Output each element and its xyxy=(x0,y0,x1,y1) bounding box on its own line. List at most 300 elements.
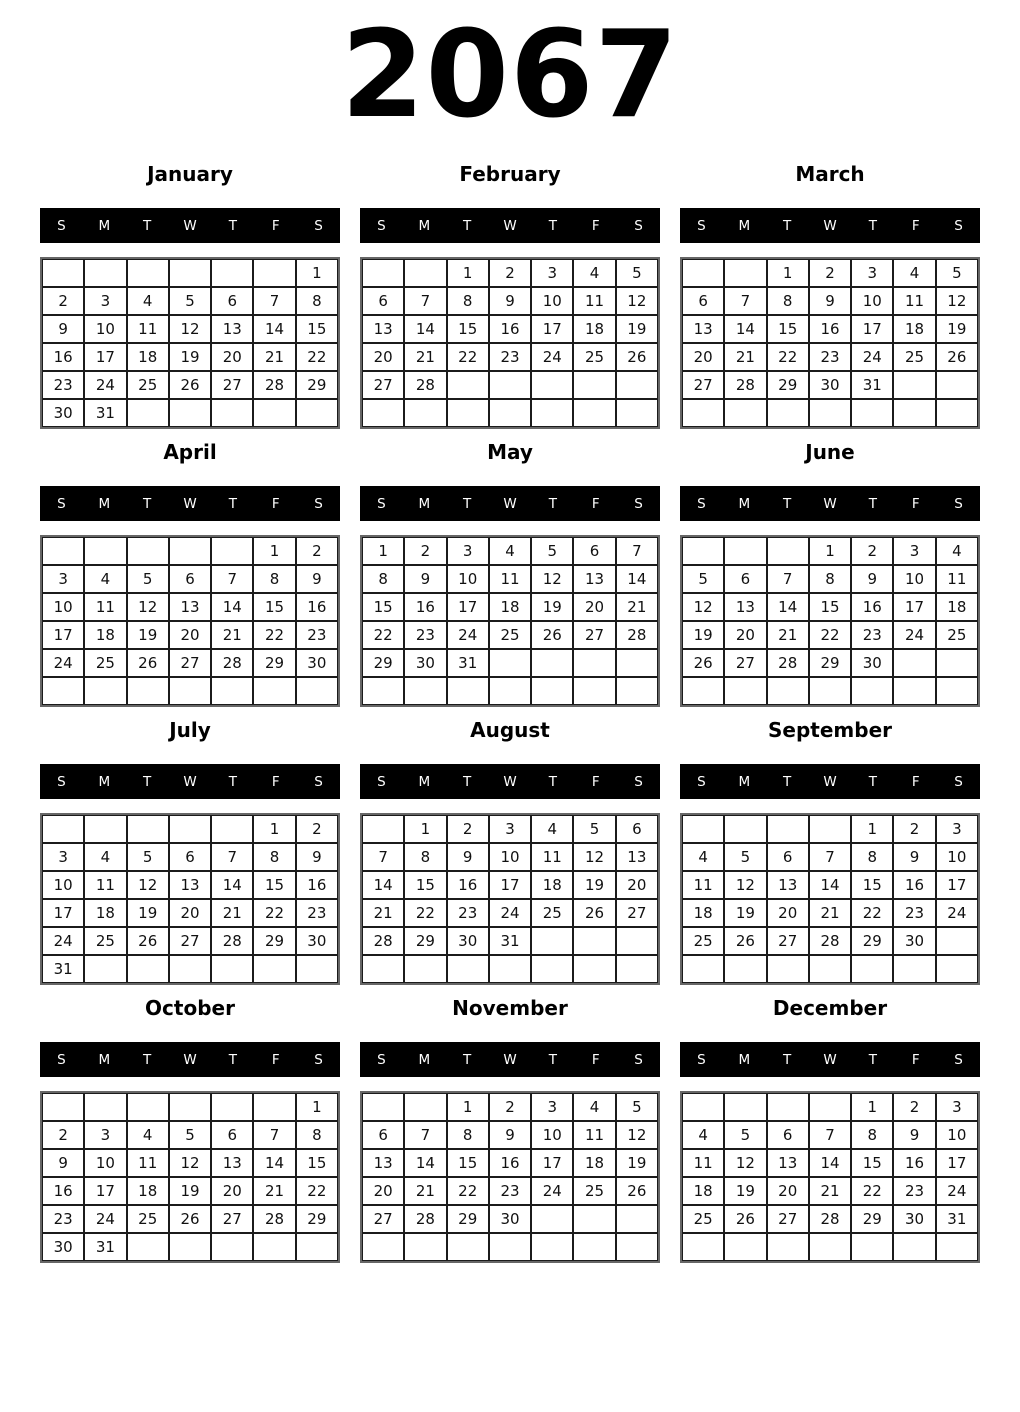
day-cell: 26 xyxy=(724,1205,766,1233)
empty-day-cell xyxy=(362,399,404,427)
weekday-label: W xyxy=(183,773,197,790)
weekday-header-row xyxy=(680,486,980,521)
weekday-label: S xyxy=(57,1051,66,1068)
empty-day-cell xyxy=(573,955,615,983)
day-cell: 26 xyxy=(616,1177,658,1205)
empty-day-cell xyxy=(253,955,295,983)
month-block-february xyxy=(360,162,660,429)
weekday-label: T xyxy=(548,1051,557,1068)
empty-day-cell xyxy=(489,677,531,705)
day-cell: 21 xyxy=(767,621,809,649)
day-cell: 1 xyxy=(296,259,338,287)
day-cell: 11 xyxy=(573,287,615,315)
day-cell: 27 xyxy=(362,1205,404,1233)
day-cell: 14 xyxy=(616,565,658,593)
day-cell: 25 xyxy=(84,927,126,955)
day-cell: 6 xyxy=(573,537,615,565)
day-cell: 20 xyxy=(767,1177,809,1205)
day-cell: 24 xyxy=(531,1177,573,1205)
day-cell: 23 xyxy=(42,1205,84,1233)
weekday-label: M xyxy=(98,773,111,790)
day-cell: 15 xyxy=(253,871,295,899)
day-cell: 18 xyxy=(531,871,573,899)
day-cell: 25 xyxy=(936,621,978,649)
day-cell: 1 xyxy=(362,537,404,565)
empty-day-cell xyxy=(616,399,658,427)
day-cell: 14 xyxy=(809,871,851,899)
day-cell: 29 xyxy=(851,1205,893,1233)
month-title: June xyxy=(805,440,855,464)
weekday-label: F xyxy=(271,217,280,234)
weekday-label: M xyxy=(738,773,751,790)
empty-day-cell xyxy=(404,955,446,983)
day-cell: 22 xyxy=(767,343,809,371)
empty-day-cell xyxy=(211,1233,253,1261)
day-cell: 30 xyxy=(42,1233,84,1261)
empty-day-cell xyxy=(573,1205,615,1233)
empty-day-cell xyxy=(616,927,658,955)
day-cell: 7 xyxy=(253,287,295,315)
month-block-october xyxy=(40,996,340,1263)
empty-day-cell xyxy=(893,399,935,427)
day-cell: 8 xyxy=(767,287,809,315)
weekday-label: W xyxy=(503,1051,517,1068)
day-cell: 24 xyxy=(851,343,893,371)
weekday-label: S xyxy=(314,495,323,512)
day-cell: 4 xyxy=(84,565,126,593)
day-cell: 30 xyxy=(296,927,338,955)
day-cell: 25 xyxy=(489,621,531,649)
empty-day-cell xyxy=(404,1093,446,1121)
day-cell: 9 xyxy=(42,315,84,343)
day-cell: 3 xyxy=(42,565,84,593)
day-cell: 18 xyxy=(936,593,978,621)
empty-day-cell xyxy=(724,1093,766,1121)
empty-day-cell xyxy=(809,677,851,705)
day-cell: 17 xyxy=(531,1149,573,1177)
empty-day-cell xyxy=(169,1233,211,1261)
day-cell: 8 xyxy=(296,287,338,315)
weekday-header-row xyxy=(360,486,660,521)
empty-day-cell xyxy=(362,677,404,705)
day-cell: 27 xyxy=(767,1205,809,1233)
month-days-grid xyxy=(360,1091,660,1263)
day-cell: 24 xyxy=(84,371,126,399)
day-cell: 3 xyxy=(851,259,893,287)
day-cell: 1 xyxy=(767,259,809,287)
day-cell: 3 xyxy=(447,537,489,565)
day-cell: 3 xyxy=(42,843,84,871)
weekday-label: S xyxy=(377,1051,386,1068)
empty-day-cell xyxy=(127,955,169,983)
month-block-march xyxy=(680,162,980,429)
empty-day-cell xyxy=(531,371,573,399)
empty-day-cell xyxy=(893,649,935,677)
empty-day-cell xyxy=(362,1233,404,1261)
empty-day-cell xyxy=(767,955,809,983)
day-cell: 19 xyxy=(169,1177,211,1205)
day-cell: 27 xyxy=(616,899,658,927)
empty-day-cell xyxy=(84,677,126,705)
day-cell: 11 xyxy=(84,593,126,621)
day-cell: 14 xyxy=(404,315,446,343)
day-cell: 29 xyxy=(851,927,893,955)
day-cell: 13 xyxy=(573,565,615,593)
day-cell: 26 xyxy=(724,927,766,955)
day-cell: 1 xyxy=(447,1093,489,1121)
day-cell: 17 xyxy=(893,593,935,621)
empty-day-cell xyxy=(573,1233,615,1261)
day-cell: 7 xyxy=(211,843,253,871)
day-cell: 12 xyxy=(616,287,658,315)
empty-day-cell xyxy=(447,399,489,427)
day-cell: 24 xyxy=(447,621,489,649)
empty-day-cell xyxy=(447,955,489,983)
day-cell: 26 xyxy=(936,343,978,371)
empty-day-cell xyxy=(809,1093,851,1121)
day-cell: 16 xyxy=(42,1177,84,1205)
empty-day-cell xyxy=(809,1233,851,1261)
month-days-grid xyxy=(40,813,340,985)
weekday-label: S xyxy=(954,1051,963,1068)
day-cell: 13 xyxy=(211,1149,253,1177)
month-days-grid xyxy=(680,813,980,985)
day-cell: 16 xyxy=(296,593,338,621)
empty-day-cell xyxy=(211,677,253,705)
weekday-label: T xyxy=(143,495,152,512)
empty-day-cell xyxy=(211,537,253,565)
day-cell: 20 xyxy=(211,343,253,371)
empty-day-cell xyxy=(404,399,446,427)
day-cell: 9 xyxy=(489,287,531,315)
empty-day-cell xyxy=(296,677,338,705)
day-cell: 30 xyxy=(489,1205,531,1233)
day-cell: 26 xyxy=(169,371,211,399)
day-cell: 3 xyxy=(489,815,531,843)
day-cell: 10 xyxy=(447,565,489,593)
empty-day-cell xyxy=(851,1233,893,1261)
day-cell: 5 xyxy=(682,565,724,593)
day-cell: 5 xyxy=(169,1121,211,1149)
weekday-label: T xyxy=(783,1051,792,1068)
weekday-header-row xyxy=(360,208,660,243)
day-cell: 24 xyxy=(489,899,531,927)
weekday-label: W xyxy=(503,495,517,512)
day-cell: 28 xyxy=(809,927,851,955)
day-cell: 6 xyxy=(211,1121,253,1149)
day-cell: 1 xyxy=(296,1093,338,1121)
day-cell: 10 xyxy=(84,315,126,343)
weekday-label: S xyxy=(314,1051,323,1068)
day-cell: 13 xyxy=(616,843,658,871)
empty-day-cell xyxy=(531,1233,573,1261)
day-cell: 2 xyxy=(296,815,338,843)
day-cell: 2 xyxy=(809,259,851,287)
weekday-header-row xyxy=(360,764,660,799)
empty-day-cell xyxy=(169,1093,211,1121)
weekday-label: S xyxy=(377,495,386,512)
day-cell: 16 xyxy=(42,343,84,371)
weekday-label: F xyxy=(591,773,600,790)
day-cell: 2 xyxy=(489,259,531,287)
day-cell: 28 xyxy=(253,1205,295,1233)
empty-day-cell xyxy=(362,259,404,287)
empty-day-cell xyxy=(362,1093,404,1121)
empty-day-cell xyxy=(404,259,446,287)
empty-day-cell xyxy=(573,371,615,399)
day-cell: 31 xyxy=(851,371,893,399)
day-cell: 22 xyxy=(253,621,295,649)
empty-day-cell xyxy=(936,927,978,955)
weekday-label: F xyxy=(591,217,600,234)
empty-day-cell xyxy=(724,1233,766,1261)
day-cell: 5 xyxy=(724,1121,766,1149)
empty-day-cell xyxy=(296,1233,338,1261)
day-cell: 23 xyxy=(893,1177,935,1205)
day-cell: 14 xyxy=(253,1149,295,1177)
empty-day-cell xyxy=(851,399,893,427)
weekday-label: F xyxy=(591,495,600,512)
months-grid xyxy=(0,162,1020,1263)
day-cell: 4 xyxy=(573,259,615,287)
day-cell: 16 xyxy=(447,871,489,899)
empty-day-cell xyxy=(127,815,169,843)
empty-day-cell xyxy=(447,677,489,705)
day-cell: 3 xyxy=(84,1121,126,1149)
empty-day-cell xyxy=(169,955,211,983)
day-cell: 6 xyxy=(169,843,211,871)
day-cell: 23 xyxy=(893,899,935,927)
weekday-label: W xyxy=(503,773,517,790)
day-cell: 29 xyxy=(296,1205,338,1233)
weekday-label: T xyxy=(228,773,237,790)
weekday-label: S xyxy=(954,495,963,512)
day-cell: 5 xyxy=(616,1093,658,1121)
weekday-label: M xyxy=(418,217,431,234)
empty-day-cell xyxy=(809,955,851,983)
day-cell: 28 xyxy=(211,927,253,955)
day-cell: 11 xyxy=(531,843,573,871)
day-cell: 19 xyxy=(616,315,658,343)
day-cell: 7 xyxy=(724,287,766,315)
month-title: April xyxy=(163,440,217,464)
day-cell: 13 xyxy=(169,871,211,899)
empty-day-cell xyxy=(573,677,615,705)
day-cell: 5 xyxy=(127,843,169,871)
day-cell: 2 xyxy=(42,287,84,315)
day-cell: 27 xyxy=(573,621,615,649)
weekday-label: S xyxy=(634,495,643,512)
day-cell: 22 xyxy=(809,621,851,649)
empty-day-cell xyxy=(682,537,724,565)
day-cell: 15 xyxy=(362,593,404,621)
day-cell: 26 xyxy=(127,927,169,955)
day-cell: 18 xyxy=(682,899,724,927)
empty-day-cell xyxy=(724,677,766,705)
day-cell: 26 xyxy=(127,649,169,677)
empty-day-cell xyxy=(253,259,295,287)
empty-day-cell xyxy=(809,399,851,427)
day-cell: 27 xyxy=(362,371,404,399)
day-cell: 6 xyxy=(362,1121,404,1149)
empty-day-cell xyxy=(893,677,935,705)
day-cell: 8 xyxy=(851,1121,893,1149)
weekday-label: T xyxy=(143,773,152,790)
day-cell: 21 xyxy=(616,593,658,621)
empty-day-cell xyxy=(724,815,766,843)
day-cell: 5 xyxy=(573,815,615,843)
day-cell: 14 xyxy=(404,1149,446,1177)
weekday-label: S xyxy=(377,773,386,790)
day-cell: 9 xyxy=(489,1121,531,1149)
day-cell: 22 xyxy=(851,1177,893,1205)
empty-day-cell xyxy=(42,537,84,565)
empty-day-cell xyxy=(616,371,658,399)
day-cell: 5 xyxy=(127,565,169,593)
day-cell: 23 xyxy=(404,621,446,649)
empty-day-cell xyxy=(169,537,211,565)
day-cell: 12 xyxy=(169,315,211,343)
empty-day-cell xyxy=(169,259,211,287)
day-cell: 28 xyxy=(211,649,253,677)
day-cell: 14 xyxy=(724,315,766,343)
empty-day-cell xyxy=(296,399,338,427)
day-cell: 24 xyxy=(42,649,84,677)
day-cell: 12 xyxy=(724,871,766,899)
empty-day-cell xyxy=(84,1093,126,1121)
empty-day-cell xyxy=(531,1205,573,1233)
day-cell: 4 xyxy=(936,537,978,565)
day-cell: 27 xyxy=(682,371,724,399)
empty-day-cell xyxy=(724,259,766,287)
day-cell: 22 xyxy=(362,621,404,649)
day-cell: 4 xyxy=(127,1121,169,1149)
empty-day-cell xyxy=(616,649,658,677)
day-cell: 16 xyxy=(851,593,893,621)
day-cell: 18 xyxy=(489,593,531,621)
day-cell: 19 xyxy=(169,343,211,371)
day-cell: 24 xyxy=(84,1205,126,1233)
day-cell: 18 xyxy=(127,1177,169,1205)
day-cell: 2 xyxy=(893,815,935,843)
day-cell: 16 xyxy=(809,315,851,343)
month-title: September xyxy=(768,718,892,742)
weekday-label: S xyxy=(57,773,66,790)
day-cell: 12 xyxy=(531,565,573,593)
day-cell: 5 xyxy=(169,287,211,315)
month-title: August xyxy=(470,718,550,742)
empty-day-cell xyxy=(447,371,489,399)
day-cell: 27 xyxy=(724,649,766,677)
empty-day-cell xyxy=(211,399,253,427)
month-title: October xyxy=(145,996,235,1020)
day-cell: 25 xyxy=(531,899,573,927)
day-cell: 4 xyxy=(682,1121,724,1149)
day-cell: 15 xyxy=(851,1149,893,1177)
empty-day-cell xyxy=(84,259,126,287)
day-cell: 18 xyxy=(573,315,615,343)
empty-day-cell xyxy=(767,677,809,705)
day-cell: 17 xyxy=(42,621,84,649)
day-cell: 28 xyxy=(404,1205,446,1233)
month-block-january xyxy=(40,162,340,429)
day-cell: 23 xyxy=(42,371,84,399)
month-block-april xyxy=(40,440,340,707)
empty-day-cell xyxy=(851,955,893,983)
empty-day-cell xyxy=(724,399,766,427)
empty-day-cell xyxy=(127,1233,169,1261)
day-cell: 2 xyxy=(404,537,446,565)
day-cell: 10 xyxy=(42,871,84,899)
empty-day-cell xyxy=(169,677,211,705)
empty-day-cell xyxy=(127,677,169,705)
day-cell: 9 xyxy=(809,287,851,315)
day-cell: 25 xyxy=(893,343,935,371)
empty-day-cell xyxy=(616,677,658,705)
day-cell: 27 xyxy=(211,1205,253,1233)
month-days-grid xyxy=(40,535,340,707)
day-cell: 16 xyxy=(404,593,446,621)
day-cell: 25 xyxy=(127,371,169,399)
weekday-label: S xyxy=(697,1051,706,1068)
weekday-label: S xyxy=(634,773,643,790)
day-cell: 10 xyxy=(893,565,935,593)
weekday-label: M xyxy=(418,1051,431,1068)
day-cell: 9 xyxy=(851,565,893,593)
weekday-label: S xyxy=(314,773,323,790)
month-days-grid xyxy=(40,1091,340,1263)
day-cell: 22 xyxy=(253,899,295,927)
empty-day-cell xyxy=(211,1093,253,1121)
empty-day-cell xyxy=(127,1093,169,1121)
month-days-grid xyxy=(680,535,980,707)
day-cell: 12 xyxy=(682,593,724,621)
day-cell: 23 xyxy=(296,899,338,927)
day-cell: 26 xyxy=(616,343,658,371)
day-cell: 29 xyxy=(404,927,446,955)
day-cell: 15 xyxy=(296,1149,338,1177)
month-block-november xyxy=(360,996,660,1263)
day-cell: 24 xyxy=(936,899,978,927)
day-cell: 5 xyxy=(616,259,658,287)
empty-day-cell xyxy=(253,1233,295,1261)
day-cell: 21 xyxy=(253,343,295,371)
day-cell: 7 xyxy=(362,843,404,871)
empty-day-cell xyxy=(893,371,935,399)
day-cell: 15 xyxy=(447,315,489,343)
day-cell: 18 xyxy=(84,899,126,927)
weekday-label: S xyxy=(634,1051,643,1068)
day-cell: 13 xyxy=(169,593,211,621)
day-cell: 11 xyxy=(84,871,126,899)
day-cell: 30 xyxy=(296,649,338,677)
weekday-label: T xyxy=(868,1051,877,1068)
day-cell: 18 xyxy=(127,343,169,371)
empty-day-cell xyxy=(767,399,809,427)
empty-day-cell xyxy=(767,1093,809,1121)
empty-day-cell xyxy=(682,259,724,287)
day-cell: 9 xyxy=(296,843,338,871)
empty-day-cell xyxy=(573,399,615,427)
empty-day-cell xyxy=(489,399,531,427)
weekday-label: S xyxy=(377,217,386,234)
day-cell: 13 xyxy=(682,315,724,343)
day-cell: 8 xyxy=(296,1121,338,1149)
weekday-label: T xyxy=(228,217,237,234)
day-cell: 21 xyxy=(724,343,766,371)
day-cell: 17 xyxy=(447,593,489,621)
empty-day-cell xyxy=(893,955,935,983)
